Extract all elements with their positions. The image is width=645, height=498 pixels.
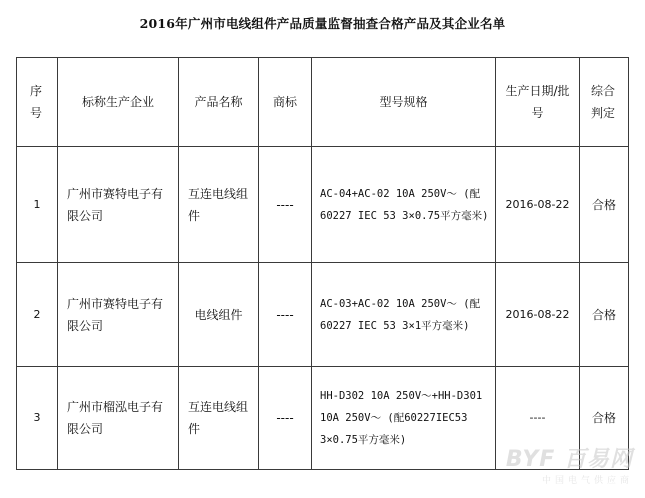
header-trademark: 商标 bbox=[259, 58, 312, 147]
cell-model: AC-03+AC-02 10A 250V～ (配60227 IEC 53 3×1平方毫米) bbox=[312, 263, 496, 367]
cell-product: 互连电线组件 bbox=[179, 367, 259, 470]
header-model: 型号规格 bbox=[312, 58, 496, 147]
header-product: 产品名称 bbox=[179, 58, 259, 147]
watermark-logo bbox=[506, 442, 633, 486]
cell-no: 3 bbox=[17, 367, 58, 470]
table-header-row bbox=[17, 58, 629, 147]
header-verdict: 综合判定 bbox=[580, 58, 629, 147]
qualified-products-table bbox=[16, 57, 629, 470]
cell-trademark: ---- bbox=[259, 147, 312, 263]
cell-company: 广州市赛特电子有限公司 bbox=[58, 147, 179, 263]
cell-company: 广州市赛特电子有限公司 bbox=[58, 263, 179, 367]
table-row bbox=[17, 263, 629, 367]
cell-model: AC-04+AC-02 10A 250V～ (配60227 IEC 53 3×0.75平方毫米) bbox=[312, 147, 496, 263]
table-row bbox=[17, 147, 629, 263]
cell-product: 电线组件 bbox=[179, 263, 259, 367]
watermark-logo-text: BYF 百易网 bbox=[505, 447, 633, 472]
cell-trademark: ---- bbox=[259, 263, 312, 367]
cell-model: HH-D302 10A 250V～+HH-D301 10A 250V～ (配60227IEC53 3×0.75平方毫米) bbox=[312, 367, 496, 470]
cell-company: 广州市榴泓电子有限公司 bbox=[58, 367, 179, 470]
cell-no: 1 bbox=[17, 147, 58, 263]
cell-verdict: 合格 bbox=[580, 367, 629, 470]
cell-verdict: 合格 bbox=[580, 263, 629, 367]
header-date: 生产日期/批号 bbox=[496, 58, 580, 147]
page-title: 2016年广州市电线组件产品质量监督抽查合格产品及其企业名单 bbox=[139, 16, 506, 31]
cell-trademark: ---- bbox=[259, 367, 312, 470]
cell-verdict: 合格 bbox=[580, 147, 629, 263]
watermark-tagline: 中国电气供应商 bbox=[541, 476, 633, 486]
cell-product: 互连电线组件 bbox=[179, 147, 259, 263]
cell-no: 2 bbox=[17, 263, 58, 367]
cell-date: 2016-08-22 bbox=[496, 147, 580, 263]
cell-date: 2016-08-22 bbox=[496, 263, 580, 367]
cell-date: ---- bbox=[496, 367, 580, 470]
header-company: 标称生产企业 bbox=[58, 58, 179, 147]
header-no: 序号 bbox=[17, 58, 58, 147]
